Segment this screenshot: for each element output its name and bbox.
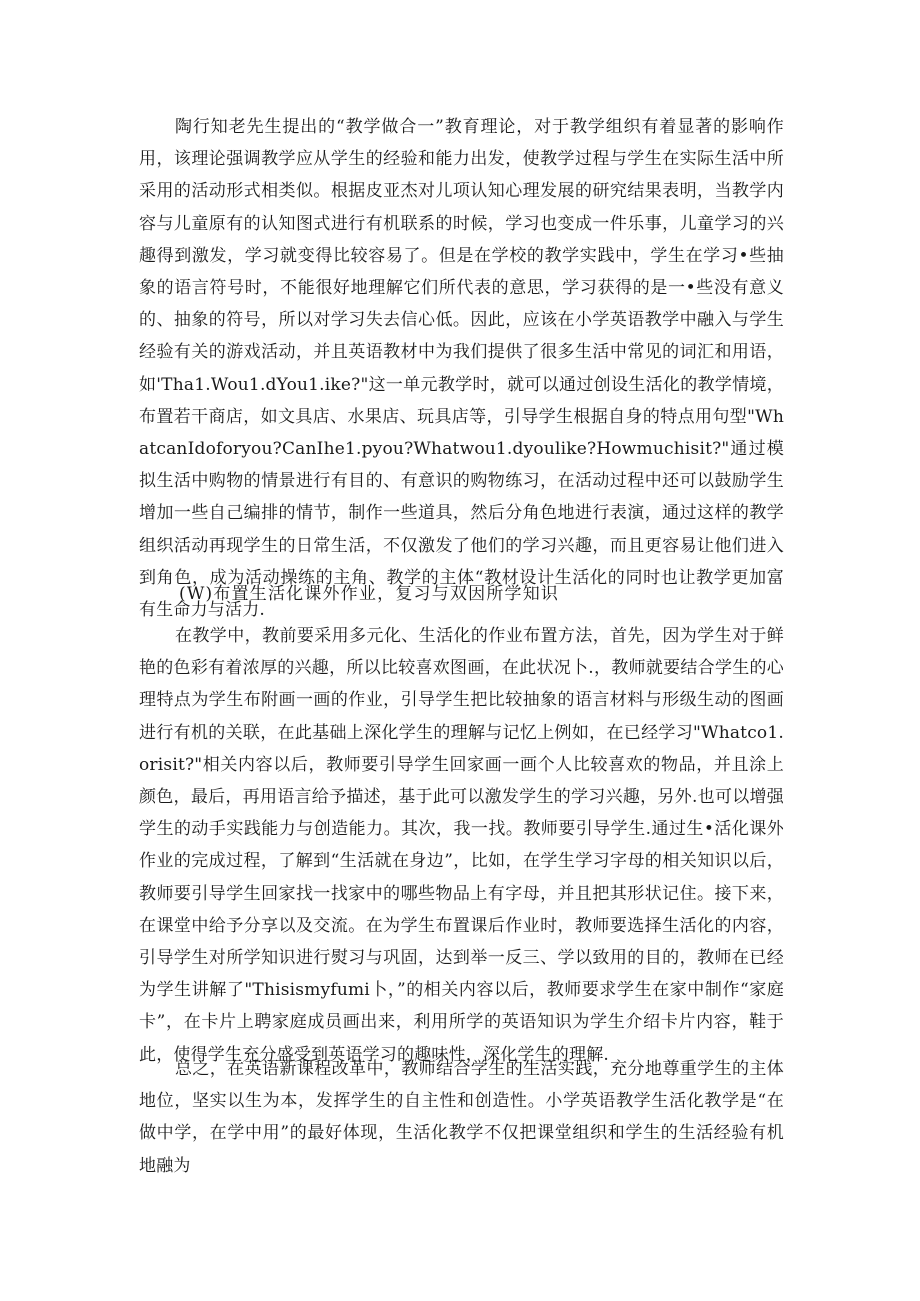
paragraph-tao-xingzhi-theory: 陶行知老先生提出的“教学做合一”教育理论，对于教学组织有着显著的影响作用，该理论强调教学应从学生的经验和能力出发，使教学过程与学生在实际生活中所采用的活动形式相类似。根据皮亚杰对儿项认知心理发展的研究结果表明，当教学内容与儿童原有的认知图式进行有机联系的时候，学习也变成一件乐事，儿童学习的兴趣得到激发，学习就变得比较容易了。但是在学校的教学实践中，学生在学习•些抽象的语言符号时，不能很好地理解它们所代表的意思，学习获得的是一•些没有意义的、抽象的符号，所以对学习失去信心低。因此，应该在小学英语教学中融入与学生经验有关的游戏活动，并且英语教材中为我们提供了很多生活中常见的词汇和用语，如'Tha1.Wou1.dYou1.ike?"这一单元教学时，就可以通过创设生活化的教学情境，布置若干商店，如文具店、水果店、玩具店等，引导学生根据自身的特点用句型"WhatcanIdoforyou?CanIhe1.pyou?Whatwou1.dyoulike?Howmuchisit?"通过模拟生活中购物的情景进行有目的、有意识的购物练习，在活动过程中还可以鼓励学生增加一些自己编排的情节，制作一些道具，然后分角色地进行表演，通过这样的教学组织活动再现学生的日常生活，不仅激发了他们的学习兴趣，而且更容易让他们进入到角色，成为活动操练的主角、教学的主体“教材设计生活化的同时也让教学更加富有生命力与活力. xyxy=(139,117,784,621)
paragraph-homework-methods: 在教学中，教前要采用多元化、生活化的作业布置方法，首先，因为学生对于鲜艳的色彩有着浓厚的兴趣，所以比较喜欢图画，在此状况卜.，教师就要结合学生的心理特点为学生布附画一画的作业，引导学生把比较抽象的语言材料与形级生动的图画进行有机的关联，在此基础上深化学生的理解与记忆上例如，在已经学习"Whatco1.orisit?"相关内容以后，教师要引导学生回家画一画个人比较喜欢的物品，并且涂上颜色，最后，再用语言给予描述，基于此可以激发学生的学习兴趣，另外.也可以增强学生的动手实践能力与创造能力。其次，我一找。教师要引导学生.通过生•活化课外作业的完成过程，了解到“生活就在身边”，比如，在学生学习字母的相关知识以后，教师要引导学生回家找一找家中的哪些物品上有字母，并且把其形状记住。接下来，在课堂中给予分享以及交流。在为学生布置课后作业时，教师要选择生活化的内容，引导学生对所学知识进行熨习与巩固，达到举一反三、学以致用的目的，教师在已经为学生讲解了"Thisismyfumi卜，”的相关内容以后，教师要求学生在家中制作“家庭卡”，在卡片上聘家庭成员画出来，利用所学的英语知识为学生介绍卡片内容，鞋于此，使得学生充分盛受到英语学习的趣味性，深化学生的理解. xyxy=(139,626,784,1065)
paragraph-conclusion: 总之，在英语新课程改革中，教师结合学生的生活实践，充分地尊重学生的主体地位，坚实以生为本，发挥学生的自主性和创造性。小学英语教学生活化教学是“在做中学，在学中用”的最好体现，生活化教学不仅把课堂组织和学生的生活经验有机地融为 xyxy=(139,1059,784,1176)
section-heading-homework: (W)布置生活化课外作业，复习与双因所学知识 xyxy=(179,584,560,604)
